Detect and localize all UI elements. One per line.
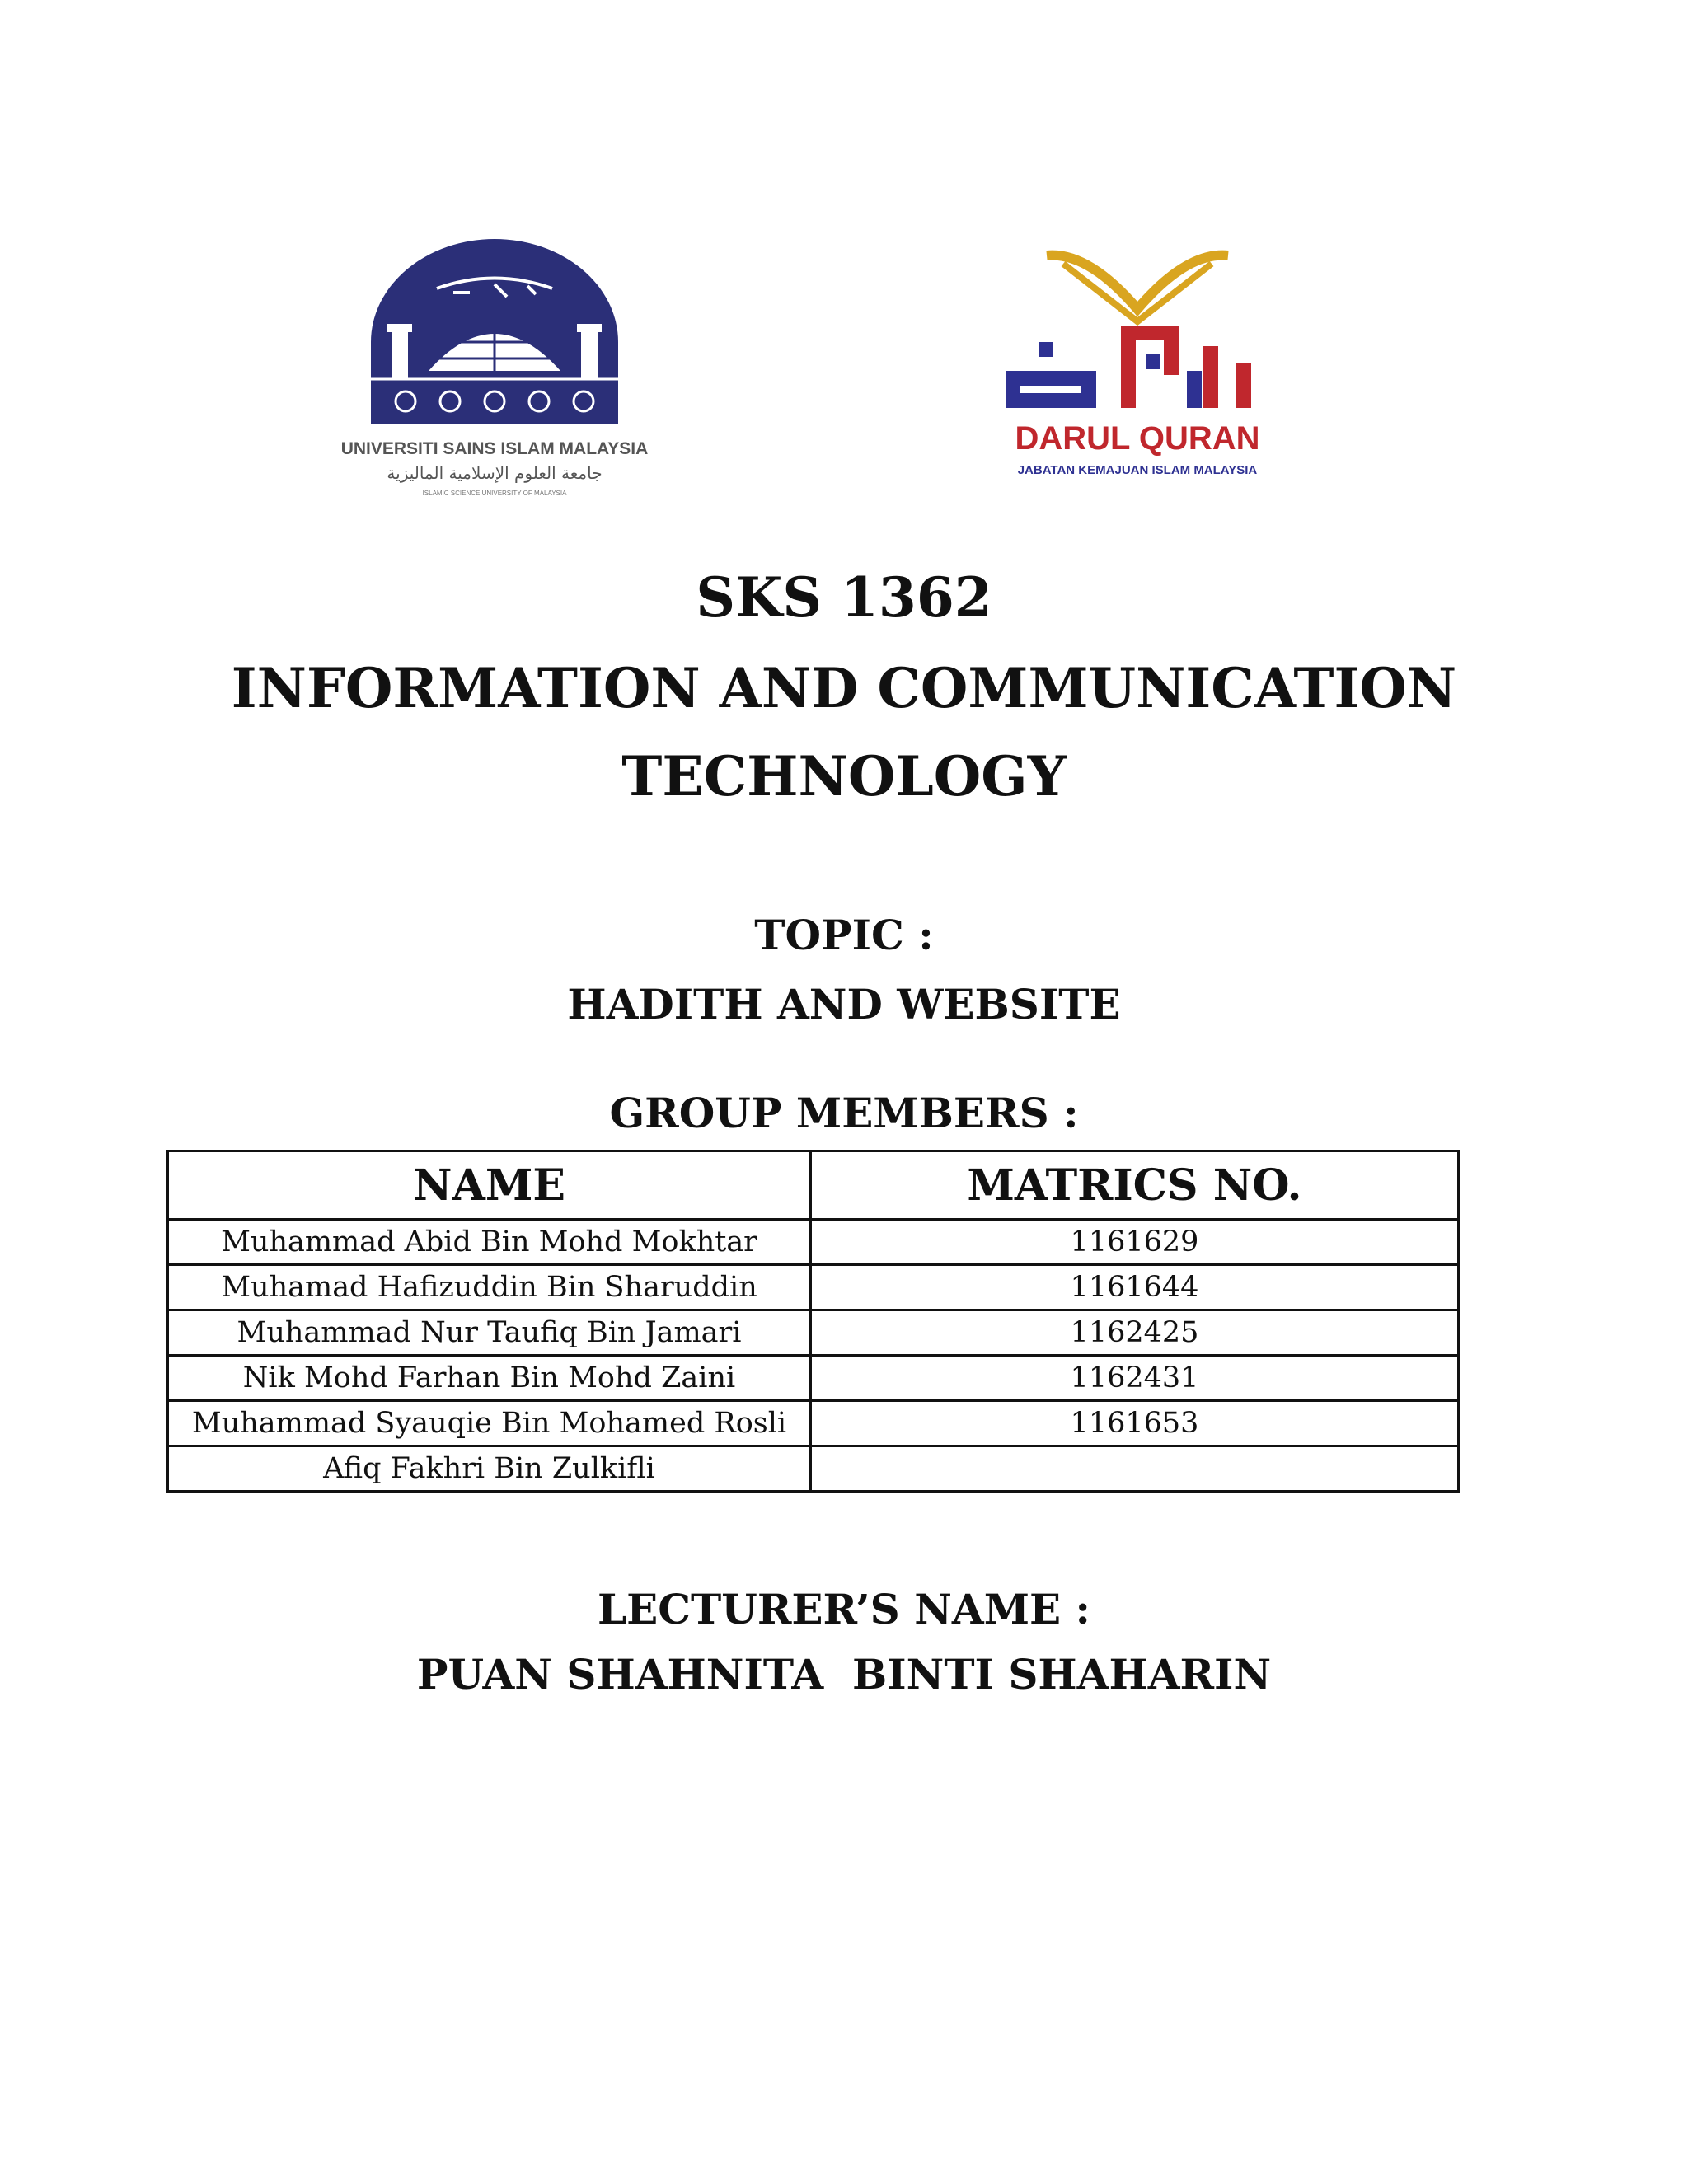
- darul-quran-logo: [989, 247, 1286, 486]
- member-matric: 1162425: [811, 1310, 1459, 1356]
- member-matric: [811, 1446, 1459, 1492]
- table-row: [168, 1401, 1459, 1446]
- course-title-line1: INFORMATION AND COMMUNICATION: [231, 656, 1457, 720]
- course-code: SKS 1362: [696, 565, 992, 630]
- table-row: [168, 1265, 1459, 1310]
- lecturer-label: LECTURER’S NAME :: [597, 1585, 1091, 1633]
- course-title-line2: TECHNOLOGY: [621, 744, 1067, 808]
- usim-arabic-text: جامعة العلوم الإسلامية الماليزية: [387, 463, 603, 483]
- name-column-header: NAME: [168, 1151, 811, 1220]
- usim-name-text: UNIVERSITI SAINS ISLAM MALAYSIA: [340, 439, 649, 458]
- topic-value: HADITH AND WEBSITE: [567, 980, 1121, 1029]
- member-matric: 1162431: [811, 1356, 1459, 1401]
- member-name: Muhamad Hafizuddin Bin Sharuddin: [168, 1265, 811, 1310]
- member-matric: 1161653: [811, 1401, 1459, 1446]
- table-row: [168, 1356, 1459, 1401]
- lecturer-name: PUAN SHAHNITA BINTI SHAHARIN: [416, 1650, 1272, 1699]
- usim-small-text: ISLAMIC SCIENCE UNIVERSITY OF MALAYSIA: [422, 490, 567, 497]
- member-name: Muhammad Nur Taufiq Bin Jamari: [168, 1310, 811, 1356]
- darul-quran-sub-text: JABATAN KEMAJUAN ISLAM MALAYSIA: [1017, 463, 1258, 477]
- darul-quran-emblem-icon: [989, 247, 1286, 486]
- matric-column-header: MATRICS NO.: [811, 1151, 1459, 1220]
- table-header-row: [168, 1151, 1459, 1220]
- member-name: Afiq Fakhri Bin Zulkifli: [168, 1446, 811, 1492]
- member-name: Muhammad Abid Bin Mohd Mokhtar: [168, 1220, 811, 1265]
- member-matric: 1161644: [811, 1265, 1459, 1310]
- table-row: [168, 1446, 1459, 1492]
- usim-logo: [330, 235, 659, 507]
- member-name: Nik Mohd Farhan Bin Mohd Zaini: [168, 1356, 811, 1401]
- table-row: [168, 1310, 1459, 1356]
- usim-emblem-icon: [330, 235, 659, 507]
- topic-label: TOPIC :: [754, 911, 934, 959]
- member-name: Muhammad Syauqie Bin Mohamed Rosli: [168, 1401, 811, 1446]
- table-row: [168, 1220, 1459, 1265]
- member-matric: 1161629: [811, 1220, 1459, 1265]
- group-members-label: GROUP MEMBERS :: [609, 1089, 1079, 1137]
- members-table: [166, 1150, 1460, 1493]
- darul-quran-name-text: DARUL QURAN: [1015, 420, 1260, 457]
